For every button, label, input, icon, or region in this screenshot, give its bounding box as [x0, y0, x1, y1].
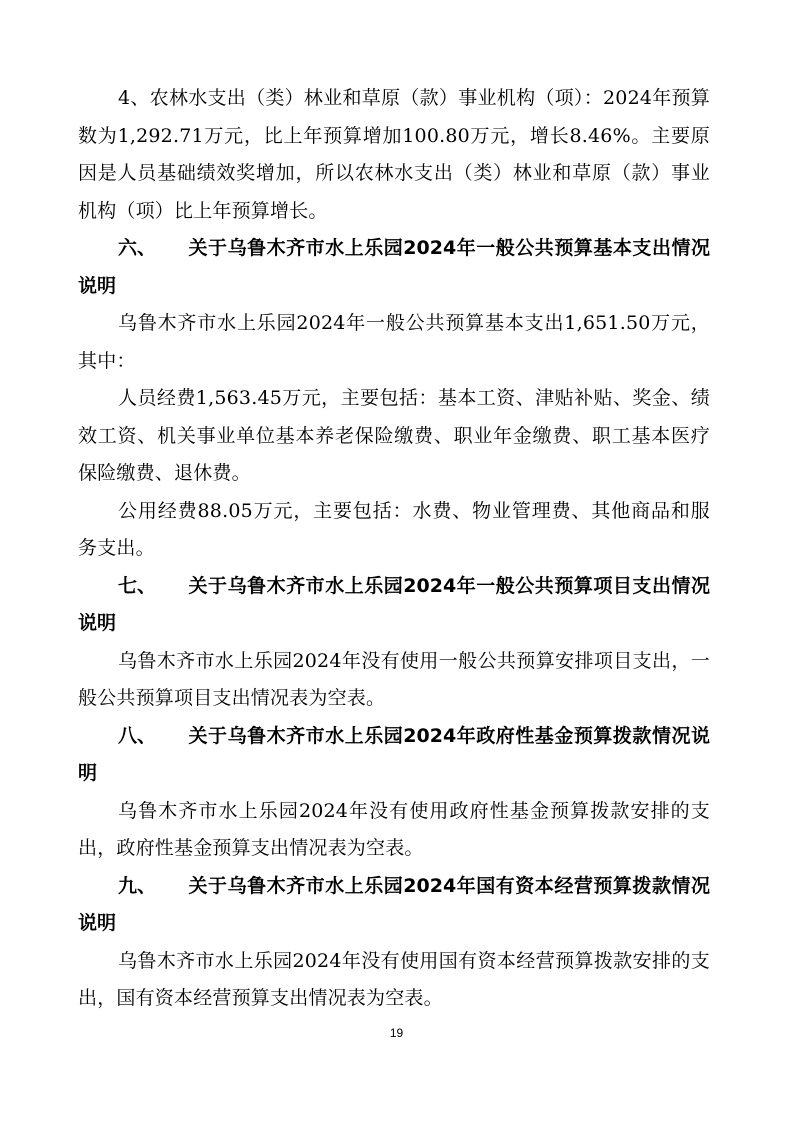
- section-heading-6: [78, 230, 710, 305]
- section-number: 九、: [118, 874, 157, 897]
- section-number: 六、: [118, 237, 157, 259]
- paragraph-agriculture-expense: 4、农林水支出（类）林业和草原（款）事业机构（项）：2024年预算数为1,292.71万元，比上年预算增加100.80万元，增长8.46%。主要原因是人员基础绩效奖增加，所以农林水支出（类）林业和草原（款）事业机构（项）比上年预算增长。: [78, 87, 710, 222]
- document-body: [78, 80, 710, 1018]
- paragraph-basic-expense: 乌鲁木齐市水上乐园2024年一般公共预算基本支出1,651.50万元，其中：: [78, 312, 710, 372]
- paragraph-project-expense: 乌鲁木齐市水上乐园2024年没有使用一般公共预算安排项目支出，一般公共预算项目支出情况表为空表。: [78, 649, 710, 709]
- section-heading-7: [78, 568, 710, 643]
- section-number: 七、: [118, 574, 157, 597]
- section-title: 关于乌鲁木齐市水上乐园2024年一般公共预算基本支出情况说明: [78, 237, 710, 297]
- section-title: 关于乌鲁木齐市水上乐园2024年政府性基金预算拨款情况说明: [78, 724, 710, 784]
- paragraph-state-capital: 乌鲁木齐市水上乐园2024年没有使用国有资本经营预算拨款安排的支出，国有资本经营预算支出情况表为空表。: [78, 949, 710, 1009]
- paragraph-public-expense: 公用经费88.05万元，主要包括：水费、物业管理费、其他商品和服务支出。: [78, 499, 710, 559]
- page-number: 19: [389, 1026, 404, 1040]
- section-title: 关于乌鲁木齐市水上乐园2024年一般公共预算项目支出情况说明: [78, 574, 710, 634]
- section-heading-9: [78, 868, 710, 943]
- section-title: 关于乌鲁木齐市水上乐园2024年国有资本经营预算拨款情况说明: [78, 874, 710, 934]
- paragraph-government-fund: 乌鲁木齐市水上乐园2024年没有使用政府性基金预算拨款安排的支出，政府性基金预算支出情况表为空表。: [78, 799, 710, 859]
- paragraph-personnel-expense: 人员经费1,563.45万元，主要包括：基本工资、津贴补贴、奖金、绩效工资、机关事业单位基本养老保险缴费、职业年金缴费、职工基本医疗保险缴费、退休费。: [78, 387, 710, 484]
- section-number: 八、: [118, 724, 157, 747]
- section-heading-8: [78, 718, 710, 793]
